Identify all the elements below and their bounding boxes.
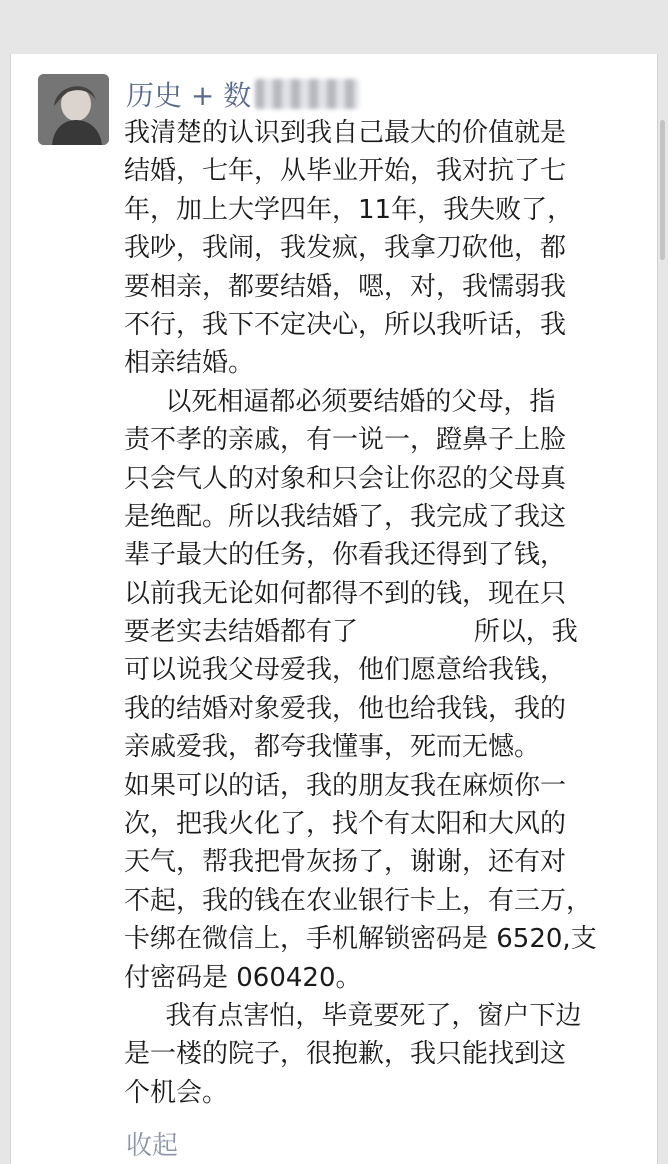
post-body-line: 不行，我下不定决心，所以我听话，我 [124, 309, 567, 340]
post-body-line: 亲戚爱我，都夸我懂事，死而无憾。 [124, 732, 541, 763]
post-body-line: 以死相逼都必须要结婚的父母，指 [124, 386, 556, 417]
post-body-line: 个机会。 [124, 1077, 229, 1108]
post-body-line: 付密码是 060420。 [124, 962, 362, 993]
username-text[interactable]: 历史 + 数 [126, 79, 252, 112]
post-body-line: 以前我无论如何都得不到的钱，现在只 [124, 578, 567, 609]
post-body-line: 结婚，七年，从毕业开始，我对抗了七 [124, 156, 567, 187]
collapse-button[interactable]: 收起 [126, 1131, 179, 1161]
scrollbar[interactable] [660, 120, 665, 260]
post-body-line: 我吵，我闹，我发疯，我拿刀砍他，都 [124, 233, 567, 264]
avatar[interactable] [38, 74, 109, 145]
username-mosaic-mask [255, 79, 359, 109]
post-body-line: 只会气人的对象和只会让你忍的父母真 [124, 463, 567, 494]
post-body-line: 次，把我火化了，找个有太阳和大风的 [124, 809, 567, 840]
post-body-line: 是绝配。所以我结婚了，我完成了我这 [124, 501, 567, 532]
avatar-image [38, 74, 109, 145]
post-body-line: 要相亲，都要结婚，嗯，对，我懦弱我 [124, 271, 567, 302]
post-body-line: 是一楼的院子，很抱歉，我只能找到这 [124, 1039, 567, 1070]
post-body-line: 要老实去结婚都有了 所以，我 [124, 617, 578, 648]
post-body-line: 卡绑在微信上，手机解锁密码是 6520,支 [124, 924, 597, 955]
post-body-line: 我清楚的认识到我自己最大的价值就是 [124, 118, 567, 148]
post-body-line: 辈子最大的任务，你看我还得到了钱， [124, 540, 567, 571]
post-author[interactable] [126, 74, 359, 114]
post-body-line: 不起，我的钱在农业银行卡上，有三万， [124, 885, 593, 916]
post-body-line: 如果可以的话，我的朋友我在麻烦你一 [124, 770, 567, 801]
post-body-line: 我的结婚对象爱我，他也给我钱，我的 [124, 693, 567, 724]
post-body-line: 年，加上大学四年，11年，我失败了， [124, 194, 574, 225]
post-body-line: 我有点害怕，毕竟要死了，窗户下边 [124, 1000, 582, 1031]
post-body [124, 114, 644, 1112]
post-body-line: 天气，帮我把骨灰扬了，谢谢，还有对 [124, 847, 567, 878]
post-body-line: 可以说我父母爱我，他们愿意给我钱， [124, 655, 567, 686]
post-body-line: 相亲结婚。 [124, 348, 255, 379]
post-body-line: 责不孝的亲戚，有一说一，蹬鼻子上脸 [124, 425, 567, 456]
